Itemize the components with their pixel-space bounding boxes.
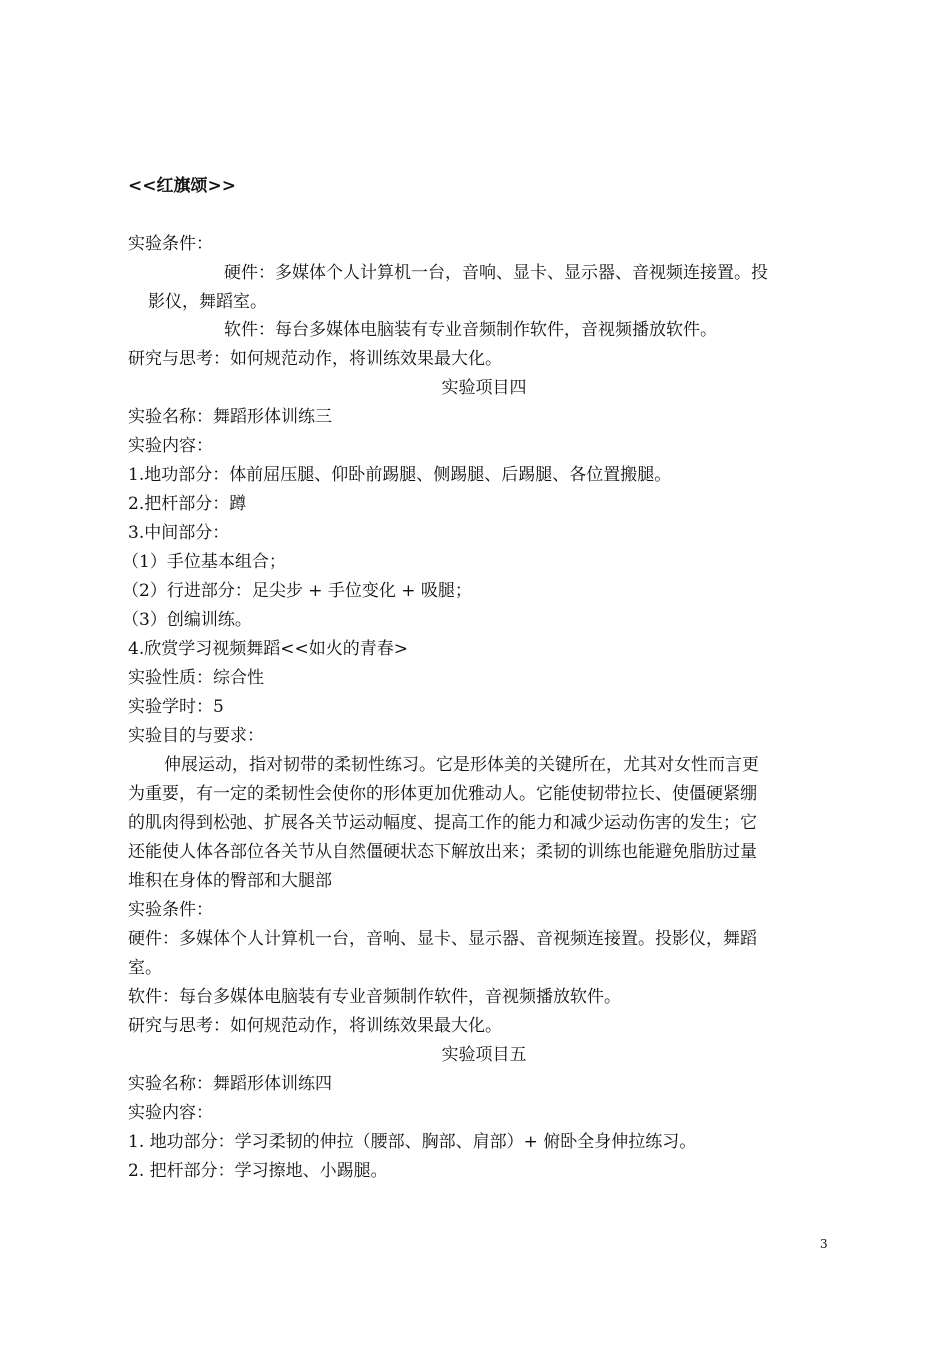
- hardware-line-cont: 室。: [128, 958, 162, 978]
- experiment-nature: 实验性质：综合性: [128, 668, 264, 688]
- goal-paragraph-line: 还能使人体各部位各关节从自然僵硬状态下解放出来；柔韧的训练也能避免脂肪过量: [128, 842, 757, 862]
- content-item: （1）手位基本组合；: [122, 552, 286, 572]
- document-heading: <<红旗颂>>: [128, 176, 236, 196]
- software-line: 软件：每台多媒体电脑装有专业音频制作软件，音视频播放软件。: [224, 320, 717, 340]
- hardware-line: 硬件：多媒体个人计算机一台，音响、显卡、显示器、音视频连接置。投: [224, 263, 768, 283]
- goal-paragraph-line: 堆积在身体的臀部和大腿部: [128, 871, 332, 891]
- conditions-label: 实验条件：: [128, 900, 213, 920]
- content-label: 实验内容：: [128, 436, 213, 456]
- content-item: 2. 把杆部分：学习擦地、小踢腿。: [128, 1161, 388, 1181]
- content-item: 4.欣赏学习视频舞蹈<<如火的青春>: [128, 639, 408, 659]
- research-line: 研究与思考：如何规范动作，将训练效果最大化。: [128, 349, 502, 369]
- project-title: 实验项目五: [441, 1045, 527, 1065]
- goal-paragraph-line: 的肌肉得到松弛、扩展各关节运动幅度、提高工作的能力和减少运动伤害的发生；它: [128, 813, 757, 833]
- goal-label: 实验目的与要求：: [128, 726, 264, 746]
- experiment-hours: 实验学时：5: [128, 697, 224, 717]
- hardware-line-cont: 影仪，舞蹈室。: [148, 292, 267, 312]
- experiment-name: 实验名称：舞蹈形体训练三: [128, 407, 332, 427]
- goal-paragraph-line: 为重要，有一定的柔韧性会使你的形体更加优雅动人。它能使韧带拉长、使僵硬紧绷: [128, 784, 757, 804]
- page-number: 3: [820, 1237, 828, 1251]
- content-label: 实验内容：: [128, 1103, 213, 1123]
- content-item: （3）创编训练。: [122, 610, 252, 630]
- goal-paragraph-line: 伸展运动，指对韧带的柔韧性练习。它是形体美的关键所在，尤其对女性而言更: [164, 755, 759, 775]
- hardware-line: 硬件：多媒体个人计算机一台，音响、显卡、显示器、音视频连接置。投影仪，舞蹈: [128, 929, 757, 949]
- content-item: 1.地功部分：体前屈压腿、仰卧前踢腿、侧踢腿、后踢腿、各位置搬腿。: [128, 465, 672, 485]
- content-item: 1. 地功部分：学习柔韧的伸拉（腰部、胸部、肩部）+ 俯卧全身伸拉练习。: [128, 1132, 697, 1152]
- conditions-label: 实验条件：: [128, 234, 213, 254]
- experiment-name: 实验名称：舞蹈形体训练四: [128, 1074, 332, 1094]
- content-item: 3.中间部分：: [128, 523, 230, 543]
- project-title: 实验项目四: [441, 378, 527, 398]
- software-line: 软件：每台多媒体电脑装有专业音频制作软件，音视频播放软件。: [128, 987, 621, 1007]
- research-line: 研究与思考：如何规范动作，将训练效果最大化。: [128, 1016, 502, 1036]
- content-item: （2）行进部分：足尖步 + 手位变化 + 吸腿；: [122, 581, 472, 601]
- content-item: 2.把杆部分：蹲: [128, 494, 247, 514]
